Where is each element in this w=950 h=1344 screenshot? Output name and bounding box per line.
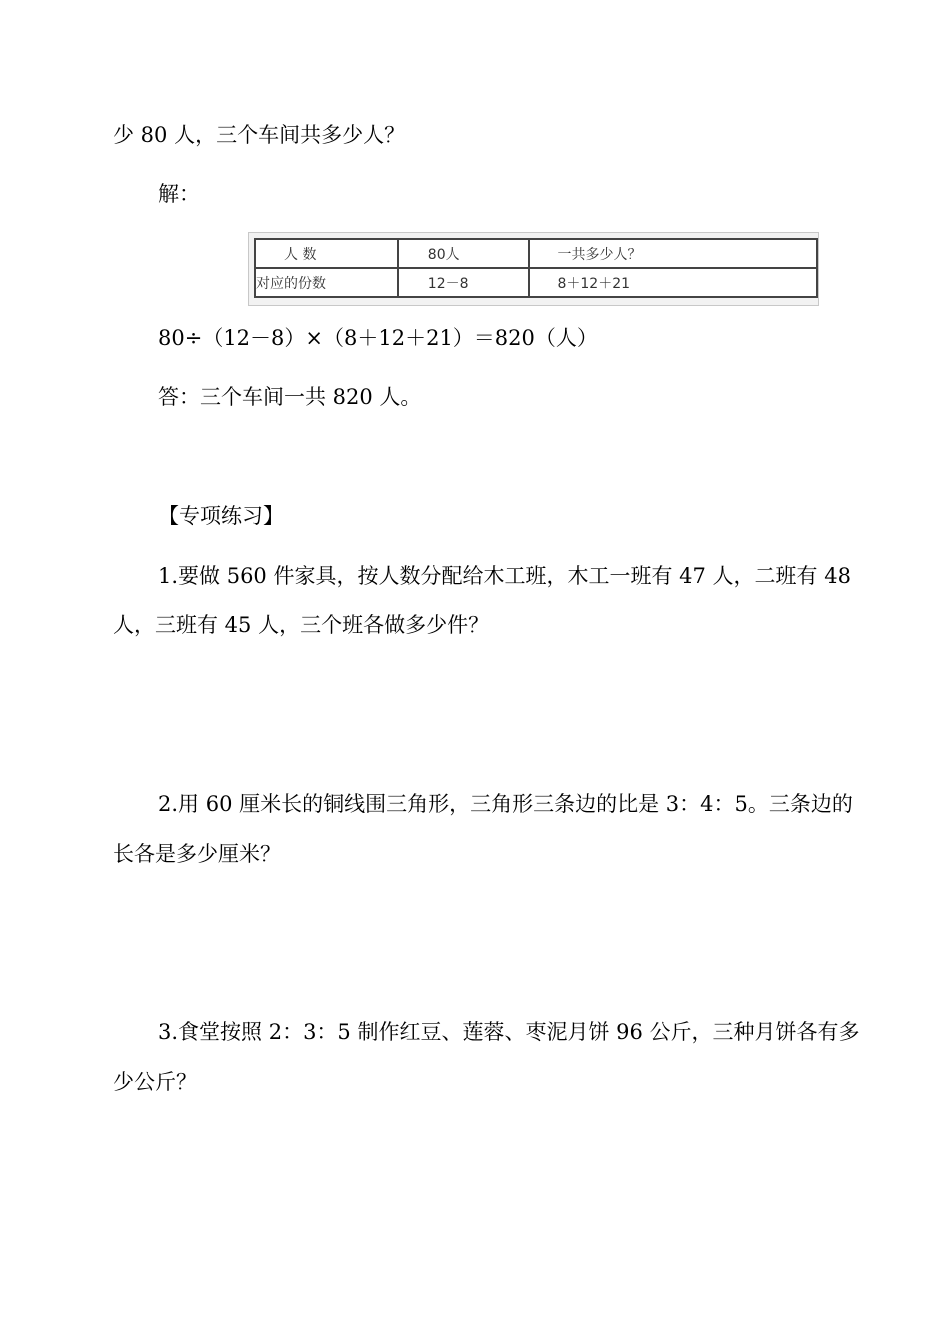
table-cell-header-parts: 对应的份数 bbox=[255, 268, 398, 297]
section-heading: 【专项练习】 bbox=[158, 504, 284, 528]
solution-equation: 80÷（12－8）×（8＋12＋21）＝820（人） bbox=[158, 326, 598, 350]
solution-intro-text: 少 80 人，三个车间共多少人？ bbox=[113, 123, 406, 147]
table-cell-people-value: 80人 bbox=[398, 239, 530, 268]
question-1-line-2: 人，三班有 45 人，三个班各做多少件？ bbox=[113, 613, 490, 637]
table-row bbox=[255, 268, 817, 297]
question-1-line-1: 1.要做 560 件家具，按人数分配给木工班，木工一班有 47 人，二班有 48 bbox=[158, 564, 851, 588]
table-cell-header-people: 人 数 bbox=[255, 239, 398, 268]
question-3-line-1: 3.食堂按照 2：3：5 制作红豆、莲蓉、枣泥月饼 96 公斤，三种月饼各有多 bbox=[158, 1020, 860, 1044]
ratio-table-image bbox=[248, 232, 819, 306]
table-row bbox=[255, 239, 817, 268]
solution-label: 解： bbox=[158, 182, 200, 206]
table-cell-question: 一共多少人？ bbox=[529, 239, 817, 268]
question-2-line-2: 长各是多少厘米？ bbox=[113, 842, 281, 866]
solution-answer: 答：三个车间一共 820 人。 bbox=[158, 385, 422, 409]
table-cell-total-parts: 8＋12＋21 bbox=[529, 268, 817, 297]
ratio-table bbox=[254, 238, 818, 298]
table-cell-parts-value: 12－8 bbox=[398, 268, 530, 297]
question-3-line-2: 少公斤？ bbox=[113, 1070, 197, 1094]
question-2-line-1: 2.用 60 厘米长的铜线围三角形，三角形三条边的比是 3：4：5。三条边的 bbox=[158, 792, 853, 816]
